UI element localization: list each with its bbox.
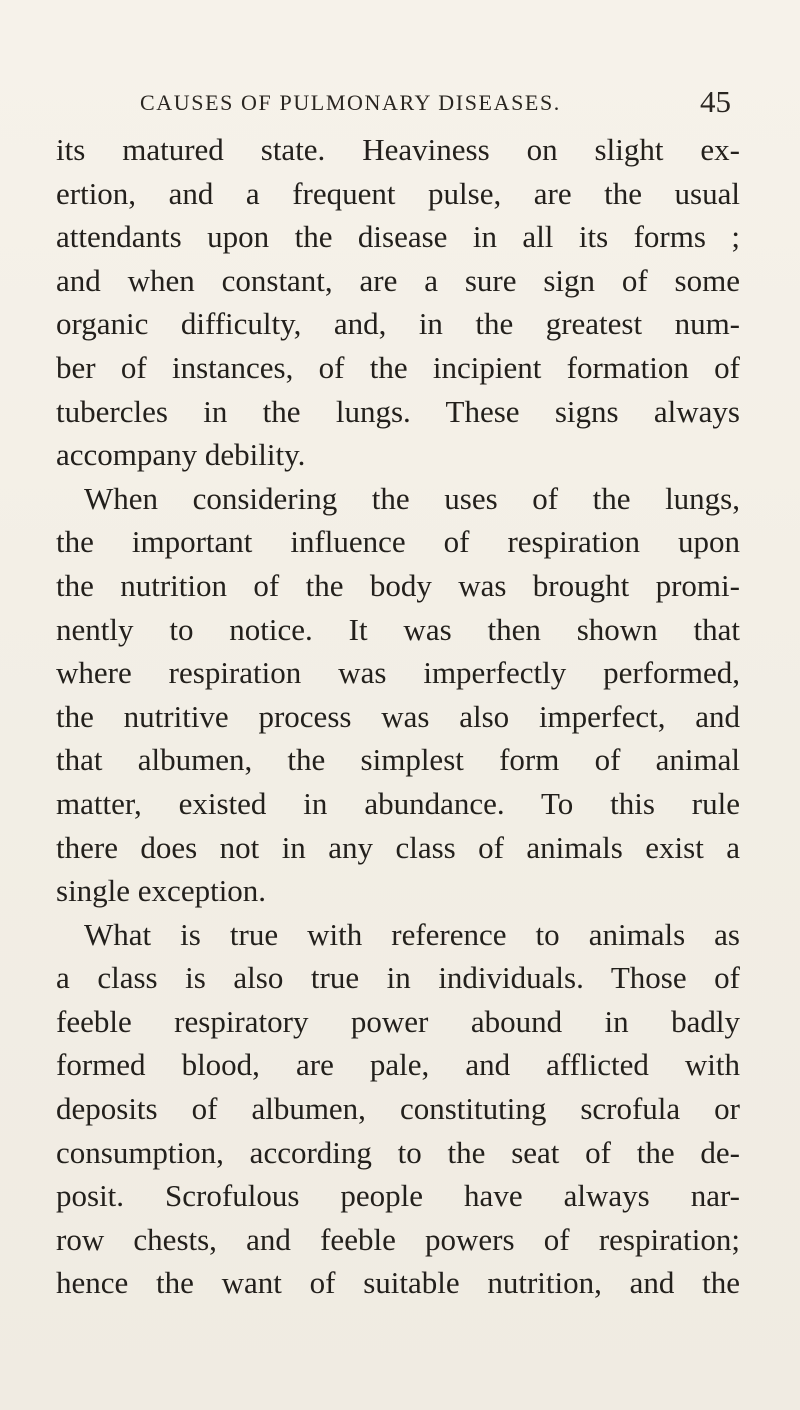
page-number: 45: [700, 84, 731, 119]
text-line: organic difficulty, and, in the greatest num-: [56, 306, 740, 342]
text-line: formed blood, are pale, and afflicted with: [56, 1047, 740, 1083]
text-line: feeble respiratory power abound in badly: [56, 1003, 740, 1039]
text-line: the nutritive process was also imperfect, and: [56, 698, 740, 734]
text-line: single exception.: [56, 873, 267, 909]
text-line: the important influence of respiration upon: [56, 524, 740, 560]
text-line: hence the want of suitable nutrition, and the: [56, 1265, 740, 1301]
text-line: row chests, and feeble powers of respiration;: [56, 1221, 740, 1257]
text-line: nently to notice. It was then shown that: [56, 611, 740, 647]
running-head: CAUSES OF PULMONARY DISEASES.: [140, 90, 561, 115]
text-line: where respiration was imperfectly performed,: [56, 655, 740, 691]
text-line: ertion, and a frequent pulse, are the usual: [56, 175, 740, 211]
text-line: consumption, according to the seat of the de-: [56, 1134, 740, 1170]
text-line: tubercles in the lungs. These signs always: [56, 393, 740, 429]
text-line: posit. Scrofulous people have always nar-: [56, 1178, 740, 1214]
text-line: matter, existed in abundance. To this rule: [56, 785, 740, 821]
paragraph-start-line: What is true with reference to animals as: [84, 916, 740, 952]
text-line: accompany debility.: [56, 437, 306, 473]
text-line: its matured state. Heaviness on slight ex-: [56, 132, 740, 167]
body-text: [56, 128, 740, 1305]
text-line: a class is also true in individuals. Those of: [56, 960, 740, 996]
text-line: that albumen, the simplest form of animal: [56, 742, 740, 778]
text-line: there does not in any class of animals exist a: [56, 829, 740, 865]
text-line: deposits of albumen, constituting scrofula or: [56, 1091, 740, 1127]
text-line: attendants upon the disease in all its forms ;: [56, 219, 740, 255]
text-line: the nutrition of the body was brought promi-: [56, 567, 740, 603]
text-line: and when constant, are a sure sign of some: [56, 262, 740, 298]
text-line: ber of instances, of the incipient formation of: [56, 349, 740, 385]
paragraph-start-line: When considering the uses of the lungs,: [84, 480, 740, 516]
